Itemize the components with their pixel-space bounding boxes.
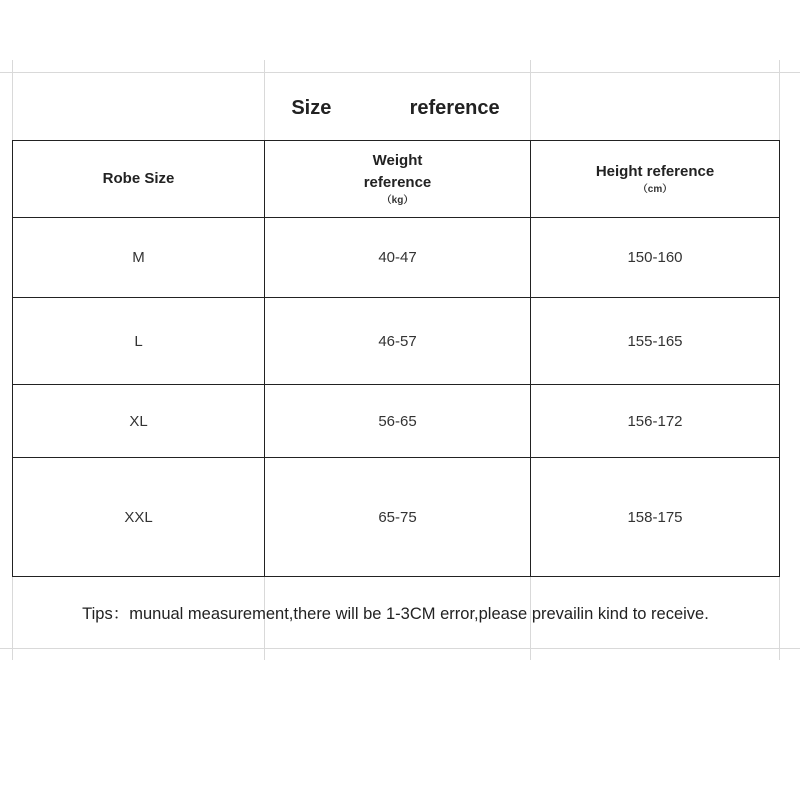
cell-size: XXL [13,458,265,577]
header-weight-line2: reference [363,174,432,191]
table-header-row [13,141,780,218]
table-row [13,385,780,458]
header-robe-size-label: Robe Size [102,170,175,187]
grid-line [0,648,800,649]
cell-height: 155-165 [531,298,780,385]
cell-weight: 46-57 [265,298,531,385]
header-weight-unit: （kg） [381,195,414,206]
cell-size: M [13,218,265,298]
tips-note: Tips：munual measurement,there will be 1-3CM error,please prevailin kind to receive. [82,605,709,623]
cell-weight: 40-47 [265,218,531,298]
header-height [531,141,780,218]
table-row [13,298,780,385]
size-table [12,140,780,577]
page-title: Size reference [291,97,500,119]
cell-weight: 56-65 [265,385,531,458]
cell-size: XL [13,385,265,458]
table-row [13,458,780,577]
header-robe-size [13,141,265,218]
cell-size: L [13,298,265,385]
header-weight-line1: Weight [372,152,423,169]
cell-height: 158-175 [531,458,780,577]
grid-line [0,72,800,73]
cell-height: 150-160 [531,218,780,298]
header-height-line1: Height reference [595,163,715,180]
cell-weight: 65-75 [265,458,531,577]
header-weight [265,141,531,218]
cell-height: 156-172 [531,385,780,458]
header-height-unit: （cm） [637,184,673,195]
table-row [13,218,780,298]
